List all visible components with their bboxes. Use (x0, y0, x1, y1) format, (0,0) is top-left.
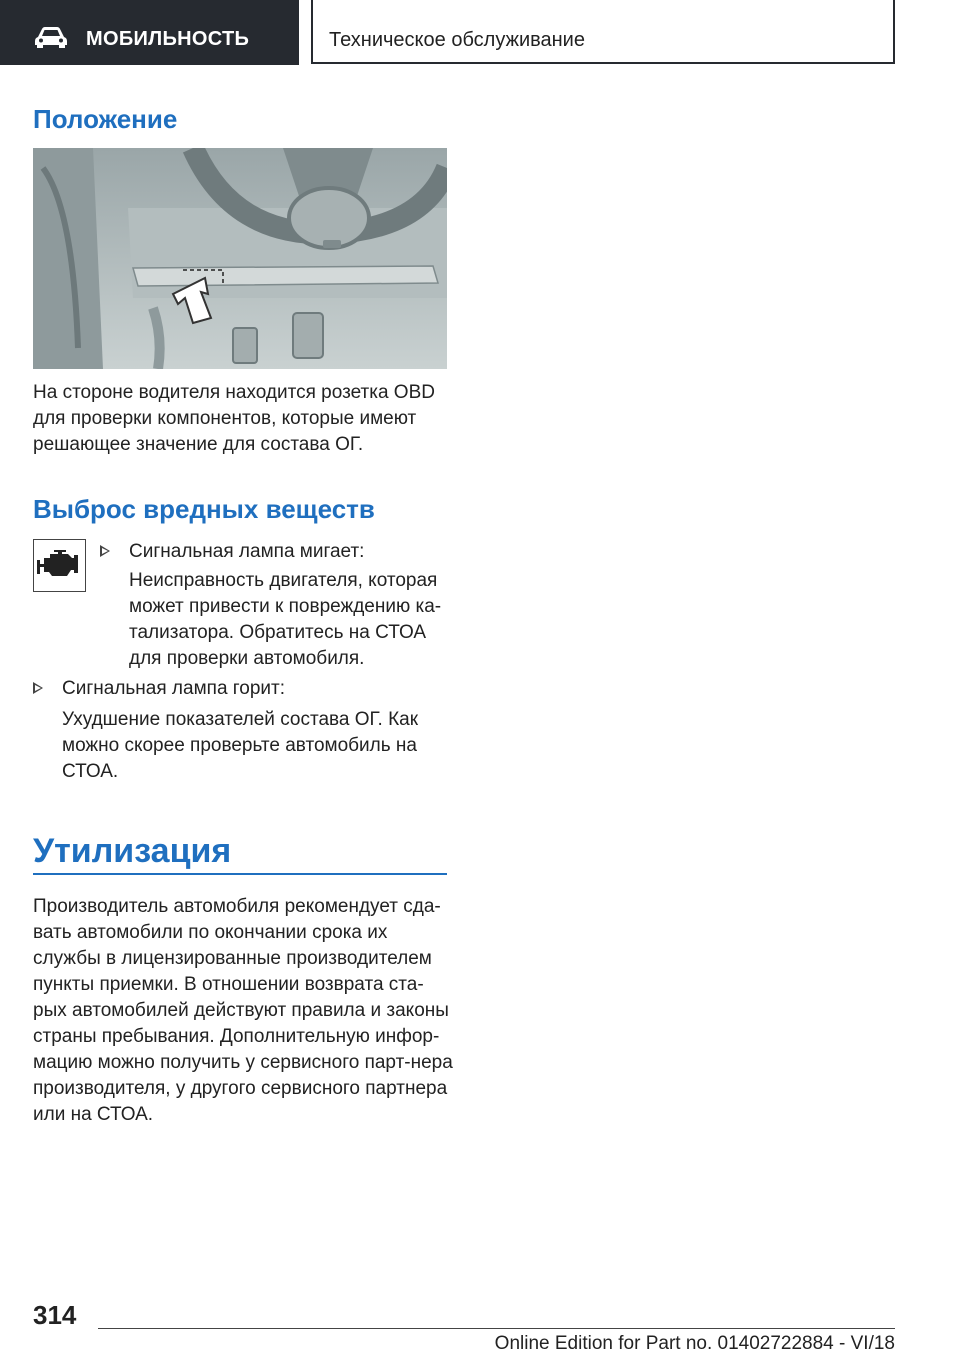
item-label: Сигнальная лампа мигает: (129, 541, 365, 562)
item-label: Сигнальная лампа горит: (62, 678, 286, 699)
car-icon (34, 26, 68, 48)
disposal-body: Производитель автомобиля рекомендует сда-вать автомобили по окончании срока их службы в лицензированные производителем пункты приемки. В отношении возврата ста-рых автомобилей действуют правила и законы страны пребывания. Дополнительную инфор-мацию можно получить у сервисного парт-нера производителя, у другого сервисного партнера или на СТОА. (33, 896, 453, 1125)
section-tab (0, 0, 299, 65)
footer-divider (98, 1328, 895, 1329)
page-number: 314 (33, 1300, 77, 1330)
engine-check-icon (34, 540, 84, 590)
position-heading: Положение (33, 104, 178, 134)
emissions-heading: Выброс вредных веществ (33, 494, 375, 524)
chapter-title: Техническое обслуживание (329, 29, 585, 51)
item-detail: Неисправность двигателя, которая может привести к повреждению ка-тализатора. Обратитесь на СТОА для проверки автомобиля. (129, 570, 442, 669)
triangle-bullet-icon (33, 682, 43, 694)
edition-text: Online Edition for Part no. 01402722884 - VI/18 (494, 1333, 895, 1354)
engine-indicator-box (33, 539, 86, 592)
chapter-header (311, 0, 895, 64)
triangle-bullet-icon (100, 545, 110, 557)
disposal-heading: Утилизация (33, 832, 232, 870)
section-label: МОБИЛЬНОСТЬ (86, 28, 250, 50)
obd-socket-location-illustration (33, 148, 447, 369)
heading-divider (33, 873, 447, 875)
position-caption: На стороне водителя находится розетка OBD для проверки компонентов, которые имеют решающее значение для состава ОГ. (33, 382, 435, 455)
item-detail: Ухудшение показателей состава ОГ. Как можно скорее проверьте автомобиль на СТОА. (62, 709, 419, 782)
obd-location-figure (33, 148, 447, 369)
